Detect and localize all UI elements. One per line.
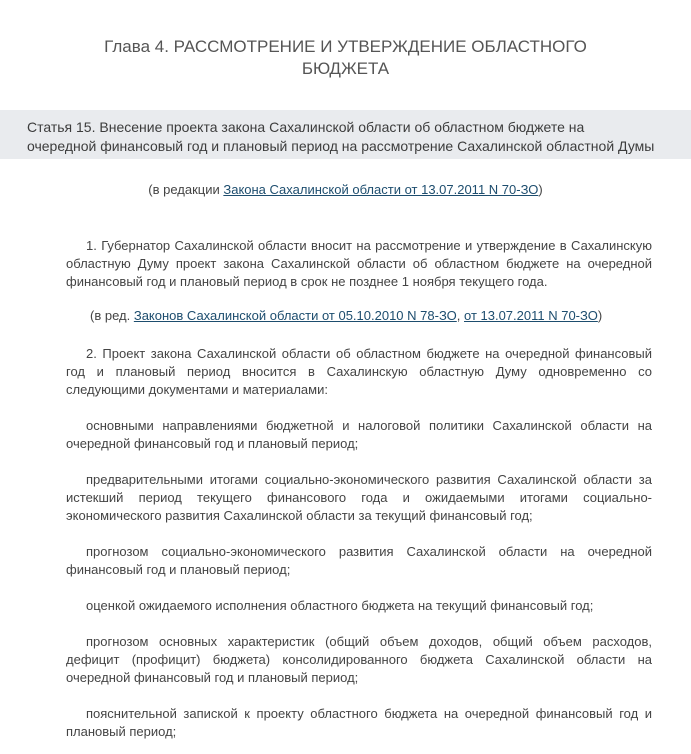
article-heading-line-2: очередной финансовый год и плановый период на рассмотрение Сахалинской областной Думы <box>27 138 655 154</box>
list-item-expected-execution: оценкой ожидаемого исполнения областного бюджета на текущий финансовый год; <box>86 598 594 613</box>
chapter-title-line-1: Глава 4. РАССМОТРЕНИЕ И УТВЕРЖДЕНИЕ ОБЛАСТНОГО <box>104 37 587 56</box>
article-heading-line-1: Статья 15. Внесение проекта закона Сахалинской области об областном бюджете на <box>27 119 585 135</box>
paragraph-1-edition-note <box>66 307 652 325</box>
paragraph-1: 1. Губернатор Сахалинской области вносит на рассмотрение и утверждение в Сахалинскую областную Думу проект закона Сахалинской области об областном бюджете на очередной финансовый год и плановый период в срок не позднее 1 ноября текущего года. <box>66 238 652 289</box>
list-item-preliminary-results: предварительными итогами социально-экономического развития Сахалинской области за истекший период текущего финансового года и ожидаемыми итогами социально-экономического развития Сахалинской области за текущий финансовый год; <box>66 472 652 523</box>
law-link-13-07-2011[interactable]: от 13.07.2011 N 70-ЗО <box>464 308 598 323</box>
edition-suffix: ) <box>538 182 543 197</box>
list-item-consolidated-forecast: прогнозом основных характеристик (общий объем доходов, общий объем расходов, дефицит (профицит) бюджета) консолидированного бюджета Сахалинской области на очередной финансовый год и плановый период; <box>66 634 652 685</box>
edition-prefix: (в ред. <box>90 308 134 323</box>
article-heading <box>0 110 691 159</box>
chapter-title-line-2: БЮДЖЕТА <box>301 59 390 78</box>
law-link-13-07-2011[interactable]: Закона Сахалинской области от 13.07.2011 N 70-ЗО <box>223 182 539 197</box>
list-item-budget-policy: основными направлениями бюджетной и налоговой политики Сахалинской области на очередной финансовый год и плановый период; <box>66 418 652 451</box>
paragraph-2: 2. Проект закона Сахалинской области об областном бюджете на очередной финансовый год и плановый период вносится в Сахалинскую областную Думу одновременно со следующими документами и материалами: <box>66 346 652 397</box>
edition-prefix: (в редакции <box>148 182 224 197</box>
edition-suffix: ) <box>597 308 603 323</box>
article-edition-note <box>0 181 691 199</box>
list-item-explanatory-note: пояснительной запиской к проекту областного бюджета на очередной финансовый год и плановый период; <box>66 706 652 739</box>
chapter-title <box>0 36 691 80</box>
list-item-economic-forecast: прогнозом социально-экономического развития Сахалинской области на очередной финансовый год и плановый период; <box>66 544 652 577</box>
edition-separator: , <box>456 308 464 323</box>
law-link-05-10-2010[interactable]: Законов Сахалинской области от 05.10.2010 N 78-ЗО <box>133 308 457 323</box>
